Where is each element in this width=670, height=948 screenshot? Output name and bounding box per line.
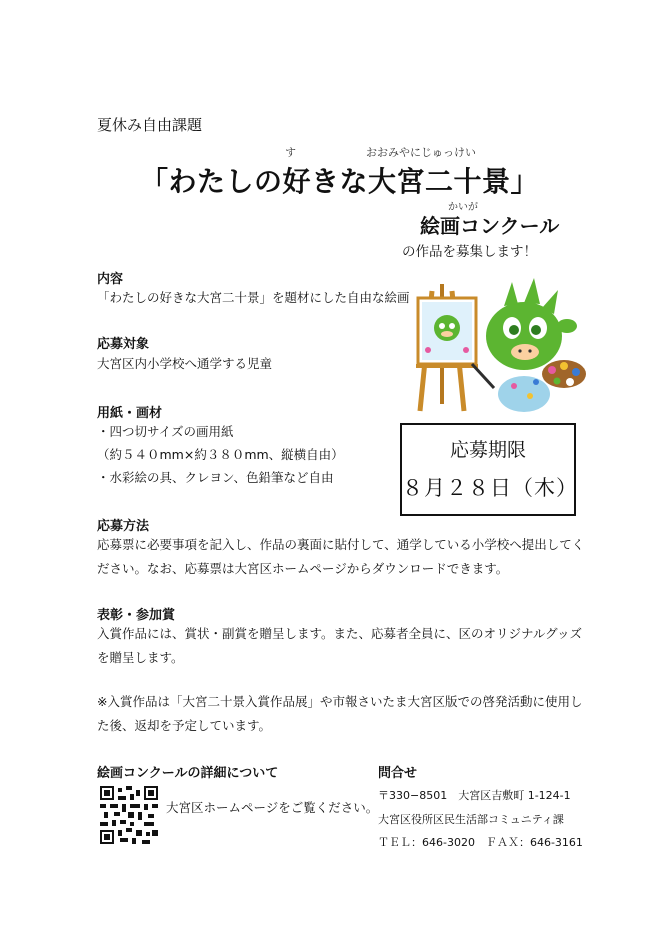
materials-line3: ・水彩絵の具、クレヨン、色鉛筆など自由	[97, 470, 334, 485]
method-heading: 応募方法	[97, 519, 150, 534]
mascot-illustration-icon	[412, 276, 587, 416]
title-block	[140, 144, 540, 200]
content-text: 「わたしの好きな大宮二十景」を題材にした自由な絵画	[97, 290, 410, 305]
deadline-date: ８月２８日（木）	[402, 476, 578, 500]
target-text: 大宮区内小学校へ通学する児童	[97, 356, 273, 371]
page-title: 「わたしの好きな大宮二十景」	[140, 165, 540, 198]
ruby-su: す	[285, 146, 296, 159]
materials-line2: （約５４０mm×約３８０mm、縦横自由）	[97, 447, 344, 462]
contact-heading: 問合せ	[378, 766, 418, 781]
details-text: 大宮区ホームページをご覧ください。	[166, 800, 379, 815]
materials-heading: 用紙・画材	[97, 406, 163, 421]
title-ruby	[140, 144, 540, 160]
subtitle: 夏休み自由課題	[97, 116, 203, 134]
method-text: 応募票に必要事項を記入し、作品の裏面に貼付して、通学している小学校へ提出してください。なお、応募票は大宮区ホームページからダウンロードできます。	[97, 537, 585, 576]
content-heading: 内容	[97, 272, 124, 287]
deadline-label: 応募期限	[449, 439, 526, 461]
recruit-text: の作品を募集します！	[402, 244, 537, 260]
award-text: 入賞作品には、賞状・副賞を贈呈します。また、応募者全員に、区のオリジナルグッズを贈呈します。	[97, 626, 583, 665]
contact-dept: 大宮区役所区民生活部コミュニティ課	[378, 813, 564, 826]
contest-block	[420, 198, 590, 239]
ruby-omiya: おおみやにじゅっけい	[366, 146, 476, 159]
details-heading: 絵画コンクールの詳細について	[97, 766, 279, 781]
note-text: ※入賞作品は「大宮二十景入賞作品展」や市報さいたま大宮区版での啓発活動に使用した後、返却を予定しています。	[97, 694, 583, 733]
materials-line1: ・四つ切サイズの画用紙	[97, 424, 234, 439]
qr-code-icon[interactable]	[100, 786, 158, 844]
target-heading: 応募対象	[97, 337, 150, 352]
contact-address: 〒330−8501 大宮区吉敷町 1-124-1	[378, 789, 571, 802]
award-heading: 表彰・参加賞	[97, 608, 176, 623]
contact-phone: ＴＥＬ：646-3020 ＦＡＸ：646-3161	[378, 836, 583, 849]
contest-title: 絵画コンクール	[420, 214, 560, 238]
deadline-box	[400, 423, 576, 516]
contest-ruby: かいが	[448, 202, 478, 213]
